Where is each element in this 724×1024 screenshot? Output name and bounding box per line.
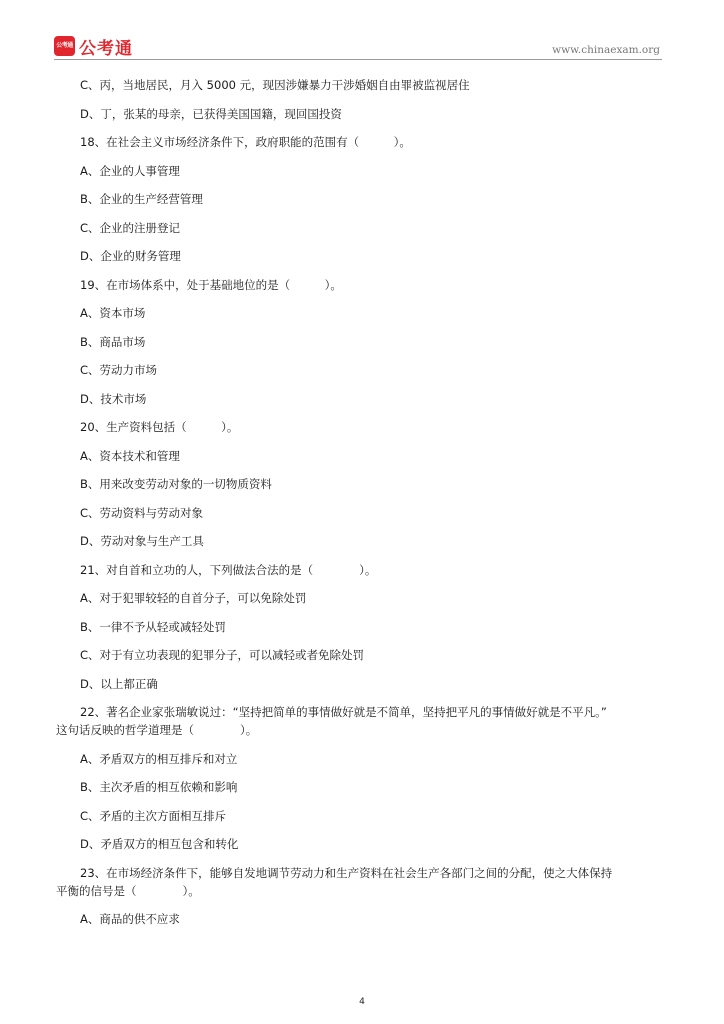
question-line: 21、对自首和立功的人，下列做法合法的是（ ）。 xyxy=(80,562,377,577)
page-number: 4 xyxy=(359,997,365,1007)
option-line: D、矛盾双方的相互包含和转化 xyxy=(80,837,239,851)
option-line: B、用来改变劳动对象的一切物质资料 xyxy=(80,477,272,491)
option-line: B、企业的生产经营管理 xyxy=(80,192,203,206)
question-line: 18、在社会主义市场经济条件下，政府职能的范围有（ ）。 xyxy=(80,135,411,149)
question-line-continued: 平衡的信号是（ ）。 xyxy=(56,883,200,898)
option-line: D、企业的财务管理 xyxy=(80,249,181,263)
logo-text: 公考通 xyxy=(79,38,133,59)
question-line-continued: 这句话反映的哲学道理是（ ）。 xyxy=(56,723,258,737)
logo-badge-icon: 公考通 xyxy=(54,36,75,56)
option-line: C、对于有立功表现的犯罪分子，可以减轻或者免除处罚 xyxy=(80,648,365,662)
header-divider xyxy=(54,59,662,60)
option-line: D、劳动对象与生产工具 xyxy=(80,534,204,548)
option-line: A、资本技术和管理 xyxy=(80,448,180,463)
option-line: A、企业的人事管理 xyxy=(80,163,180,178)
document-body xyxy=(56,76,672,939)
option-line: D、技术市场 xyxy=(80,391,147,406)
question-line: 20、生产资料包括（ ）。 xyxy=(80,420,239,434)
option-line: C、劳动资料与劳动对象 xyxy=(80,505,204,520)
option-line: B、一律不予从轻或减轻处罚 xyxy=(80,619,226,634)
option-line: B、主次矛盾的相互依赖和影响 xyxy=(80,780,238,794)
question-line: 22、著名企业家张瑞敏说过：“坚持把简单的事情做好就是不简单，坚持把平凡的事情做好就是不平凡。” xyxy=(80,705,607,719)
option-line: C、企业的注册登记 xyxy=(80,220,181,235)
option-line: B、商品市场 xyxy=(80,334,146,349)
option-line: A、资本市场 xyxy=(80,306,146,320)
option-line: D、以上都正确 xyxy=(80,676,158,691)
logo xyxy=(54,34,133,58)
option-line: D、丁，张某的母亲，已获得美国国籍，现回国投资 xyxy=(80,106,342,121)
site-url: www.chinaexam.org xyxy=(552,44,660,56)
option-line: A、商品的供不应求 xyxy=(80,912,180,926)
option-line: A、对于犯罪较轻的自首分子，可以免除处罚 xyxy=(80,591,307,605)
option-line: A、矛盾双方的相互排斥和对立 xyxy=(80,751,238,766)
option-line: C、矛盾的主次方面相互排斥 xyxy=(80,808,227,823)
option-line: C、劳动力市场 xyxy=(80,363,158,377)
question-line: 23、在市场经济条件下，能够自发地调节劳动力和生产资料在社会生产各部门之间的分配，使之大体保持 xyxy=(80,865,613,880)
page-header xyxy=(54,34,662,60)
option-line: C、丙，当地居民，月入 5000 元，现因涉嫌暴力干涉婚姻自由罪被监视居住 xyxy=(80,78,470,92)
question-line: 19、在市场体系中，处于基础地位的是（ ）。 xyxy=(80,277,342,292)
